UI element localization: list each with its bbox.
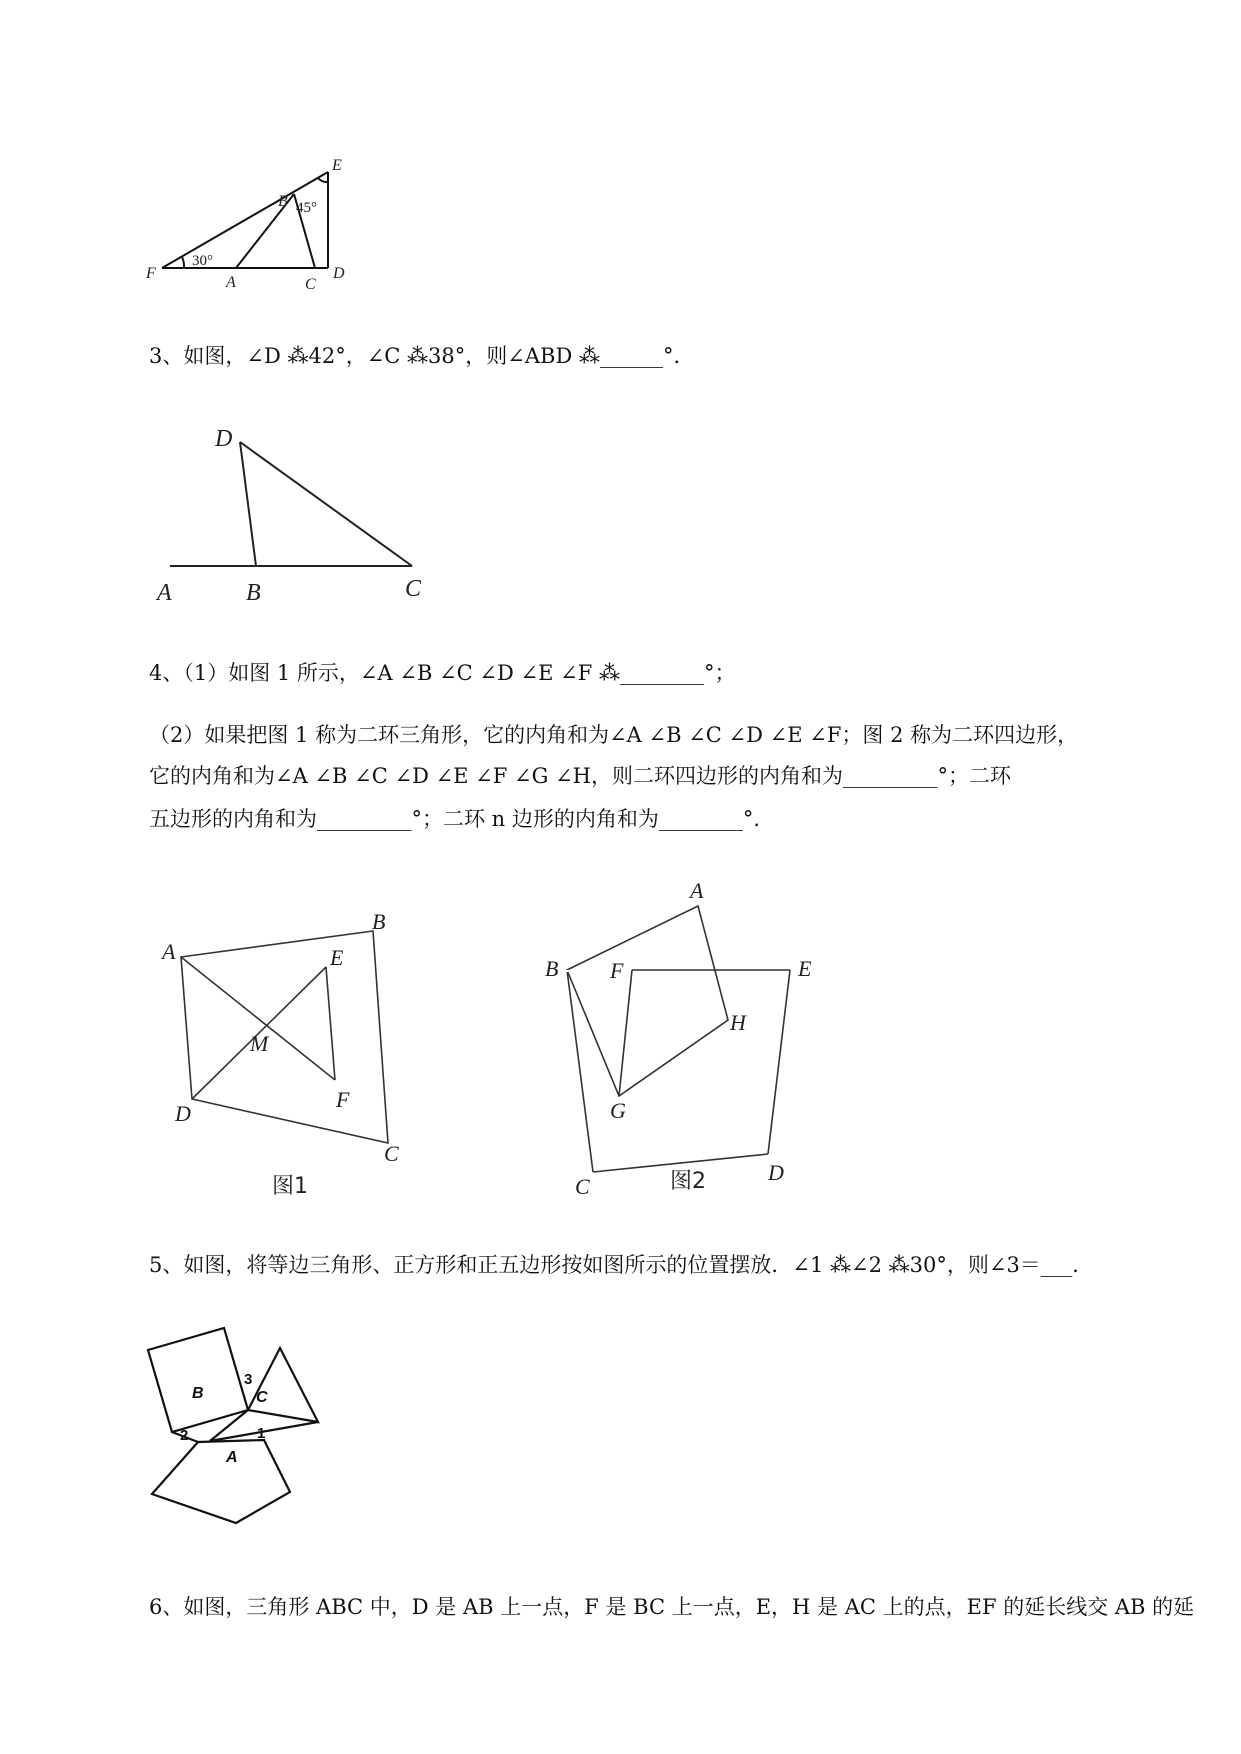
label-B: B <box>372 909 386 934</box>
label-A: A <box>162 939 176 964</box>
angle-30-label: 30° <box>192 253 213 269</box>
label-E: E <box>330 945 344 970</box>
label-A: A <box>226 274 236 291</box>
label-A: A <box>226 1449 238 1466</box>
label-D: D <box>175 1101 191 1126</box>
label-B: B <box>545 956 559 981</box>
label-B: B <box>278 193 288 210</box>
label-E: E <box>798 956 812 981</box>
label-B: B <box>246 580 261 606</box>
angle-45-label: 45° <box>296 200 317 216</box>
label-A: A <box>690 878 704 903</box>
label-C: C <box>575 1174 590 1199</box>
label-2: 2 <box>180 1427 189 1444</box>
question-4-line-2: （2）如果把图 1 称为二环三角形，它的内角和为∠A ∠B ∠C ∠D ∠E ∠F；图 2 称为二环四边形， <box>149 723 1079 747</box>
label-D: D <box>215 426 233 452</box>
question-4-line-3: 它的内角和为∠A ∠B ∠C ∠D ∠E ∠F ∠G ∠H，则二环四边形的内角和为_________°；二环 <box>149 764 1011 788</box>
label-G: G <box>610 1098 626 1123</box>
label-H: H <box>730 1010 746 1035</box>
label-F: F <box>146 265 156 282</box>
figure-prev-triangle <box>140 158 360 293</box>
question-6-text: 6、如图，三角形 ABC 中，D 是 AB 上一点，F 是 BC 上一点，E，H 是 AC 上的点，EF 的延长线交 AB 的延 <box>149 1595 1195 1619</box>
label-D: D <box>333 265 345 282</box>
label-A: A <box>157 580 172 606</box>
figure-1 <box>150 905 420 1205</box>
label-E: E <box>332 158 342 174</box>
label-F: F <box>610 958 624 983</box>
question-4-line-1: 4、（1）如图 1 所示，∠A ∠B ∠C ∠D ∠E ∠F ⁂________°； <box>149 661 736 685</box>
figure-2-caption: 图2 <box>670 1169 706 1194</box>
label-C: C <box>305 276 316 293</box>
label-1: 1 <box>257 1425 266 1442</box>
question-4-line-4: 五边形的内角和为_________°；二环 n 边形的内角和为________°． <box>149 807 775 831</box>
label-C: C <box>405 576 422 602</box>
label-M: M <box>250 1031 269 1056</box>
label-3: 3 <box>244 1371 253 1388</box>
question-5-text: 5、如图，将等边三角形、正方形和正五边形按如图所示的位置摆放．∠1 ⁂∠2 ⁂30°，则∠3＝___． <box>149 1253 1094 1277</box>
label-D: D <box>768 1160 784 1185</box>
figure-1-caption: 图1 <box>272 1174 308 1199</box>
figure-q3 <box>140 418 440 608</box>
label-F: F <box>336 1087 350 1112</box>
label-C: C <box>384 1141 399 1166</box>
figure-2 <box>530 870 850 1205</box>
question-3-text: 3、如图，∠D ⁂42°，∠C ⁂38°，则∠ABD ⁂______°． <box>149 344 695 368</box>
label-C: C <box>256 1389 268 1406</box>
figure-q5 <box>140 1318 340 1538</box>
label-B: B <box>192 1385 204 1402</box>
